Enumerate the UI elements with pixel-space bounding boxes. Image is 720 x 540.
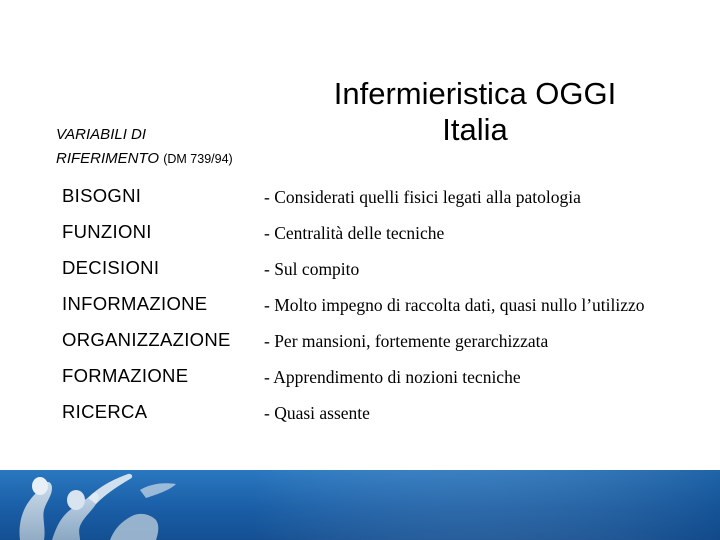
reference-line-2	[56, 147, 233, 171]
title-line-2: Italia	[442, 112, 508, 147]
row-organizzazione	[0, 329, 720, 365]
row-label: INFORMAZIONE	[62, 293, 208, 314]
reference-note: (DM 739/94)	[163, 152, 233, 166]
row-informazione	[0, 293, 720, 329]
row-bisogni	[0, 185, 720, 221]
row-description: - Centralità delle tecniche	[264, 223, 445, 243]
row-description: - Considerati quelli fisici legati alla patologia	[264, 187, 581, 207]
row-ricerca	[0, 401, 720, 437]
row-description: - Sul compito	[264, 259, 360, 279]
row-description: - Per mansioni, fortemente gerarchizzata	[264, 331, 549, 351]
slide-title	[300, 76, 650, 148]
row-decisioni	[0, 257, 720, 293]
statue-image	[0, 470, 720, 540]
row-label: DECISIONI	[62, 257, 160, 278]
row-label: BISOGNI	[62, 185, 142, 206]
title-line-1: Infermieristica OGGI	[333, 76, 617, 111]
row-formazione	[0, 365, 720, 401]
row-description: - Molto impegno di raccolta dati, quasi nullo l’utilizzo	[264, 295, 645, 315]
row-label: FORMAZIONE	[62, 365, 189, 386]
reference-line-1: VARIABILI DI	[56, 126, 147, 143]
row-label: FUNZIONI	[62, 221, 152, 242]
reference-header	[56, 123, 233, 171]
row-funzioni	[0, 221, 720, 257]
row-description: - Apprendimento di nozioni tecniche	[264, 367, 521, 387]
row-label: ORGANIZZAZIONE	[62, 329, 231, 350]
reference-label: RIFERIMENTO	[56, 150, 160, 167]
row-description: - Quasi assente	[264, 403, 370, 423]
footer-banner	[0, 470, 720, 540]
row-label: RICERCA	[62, 401, 148, 422]
